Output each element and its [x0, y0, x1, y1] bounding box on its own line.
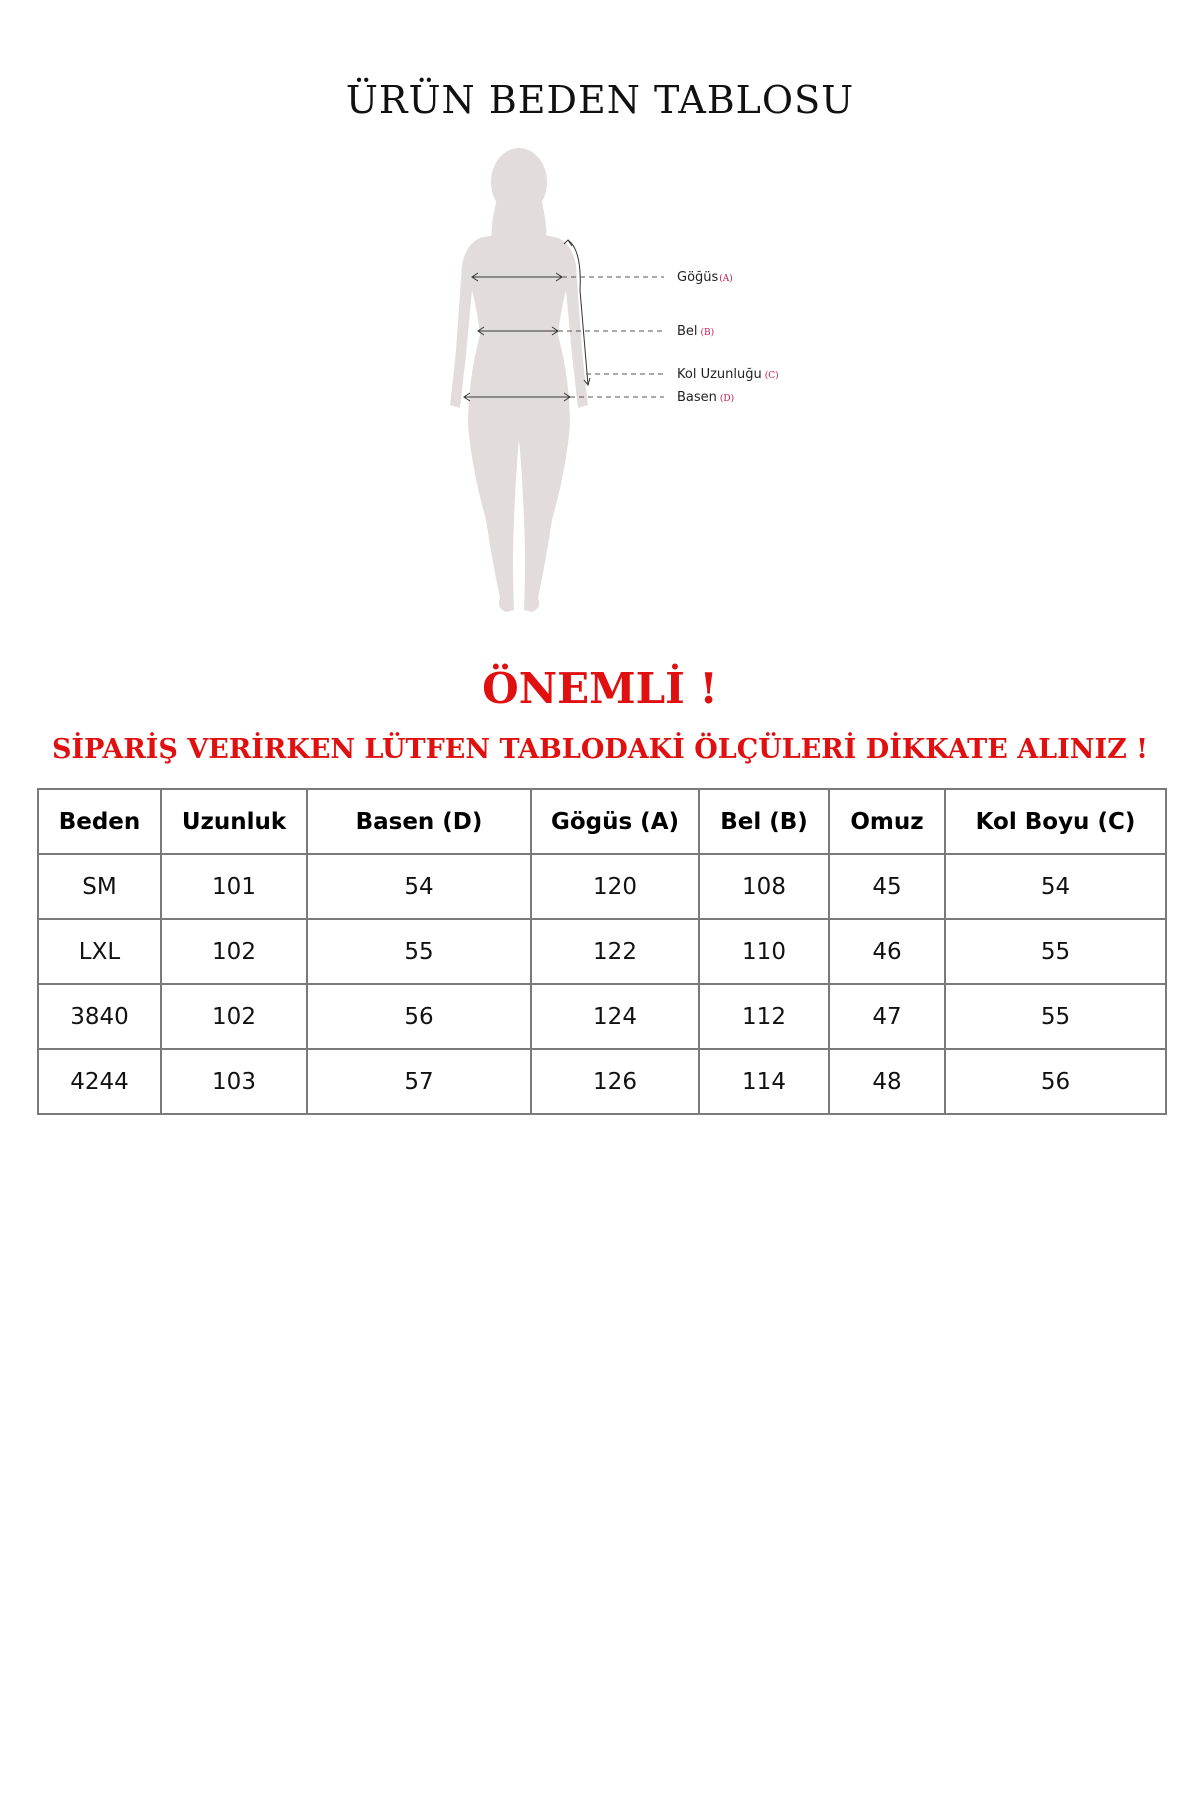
table-cell: 108 [699, 854, 829, 919]
table-cell: 45 [829, 854, 945, 919]
table-cell: 55 [945, 919, 1166, 984]
table-cell: 122 [531, 919, 699, 984]
header-cell: Bel (B) [699, 789, 829, 854]
table-cell: 46 [829, 919, 945, 984]
header-cell: Omuz [829, 789, 945, 854]
table-row [38, 854, 1166, 919]
table-cell: 124 [531, 984, 699, 1049]
table-cell: 101 [161, 854, 307, 919]
table-cell: 47 [829, 984, 945, 1049]
header-cell: Uzunluk [161, 789, 307, 854]
header-cell: Kol Boyu (C) [945, 789, 1166, 854]
woman-silhouette [450, 148, 588, 612]
table-cell: 110 [699, 919, 829, 984]
table-cell: 112 [699, 984, 829, 1049]
table-cell: 54 [945, 854, 1166, 919]
table-cell: 102 [161, 984, 307, 1049]
table-cell: 4244 [38, 1049, 161, 1114]
header-cell: Gögüs (A) [531, 789, 699, 854]
table-cell: 54 [307, 854, 531, 919]
table-cell: LXL [38, 919, 161, 984]
table-cell: 102 [161, 919, 307, 984]
table-cell: 57 [307, 1049, 531, 1114]
order-notice: SİPARİŞ VERİRKEN LÜTFEN TABLODAKİ ÖLÇÜLERİ DİKKATE ALINIZ ! [51, 734, 1149, 765]
table-cell: 120 [531, 854, 699, 919]
sleeve-length-label: Kol Uzunluğu (C) [677, 367, 779, 382]
table-cell: 48 [829, 1049, 945, 1114]
table-cell: 103 [161, 1049, 307, 1114]
table-cell: 55 [945, 984, 1166, 1049]
table-header-row [38, 789, 1166, 854]
important-heading: ÖNEMLİ ! [482, 664, 718, 713]
table-cell: 3840 [38, 984, 161, 1049]
table-cell: 55 [307, 919, 531, 984]
table-cell: 126 [531, 1049, 699, 1114]
size-chart-table [37, 788, 1167, 1115]
table-row [38, 984, 1166, 1049]
waist-label: Bel (B) [677, 324, 715, 339]
table-cell: 56 [945, 1049, 1166, 1114]
table-cell: SM [38, 854, 161, 919]
hip-label: Basen (D) [677, 390, 735, 405]
table-cell: 56 [307, 984, 531, 1049]
table-cell: 114 [699, 1049, 829, 1114]
table-row [38, 1049, 1166, 1114]
header-cell: Beden [38, 789, 161, 854]
table-row [38, 919, 1166, 984]
page-title: ÜRÜN BEDEN TABLOSU [345, 78, 855, 122]
body-measurement-figure [420, 140, 840, 640]
header-cell: Basen (D) [307, 789, 531, 854]
chest-label: Göğüs(A) [677, 270, 733, 285]
silhouette-diagram [420, 140, 840, 640]
